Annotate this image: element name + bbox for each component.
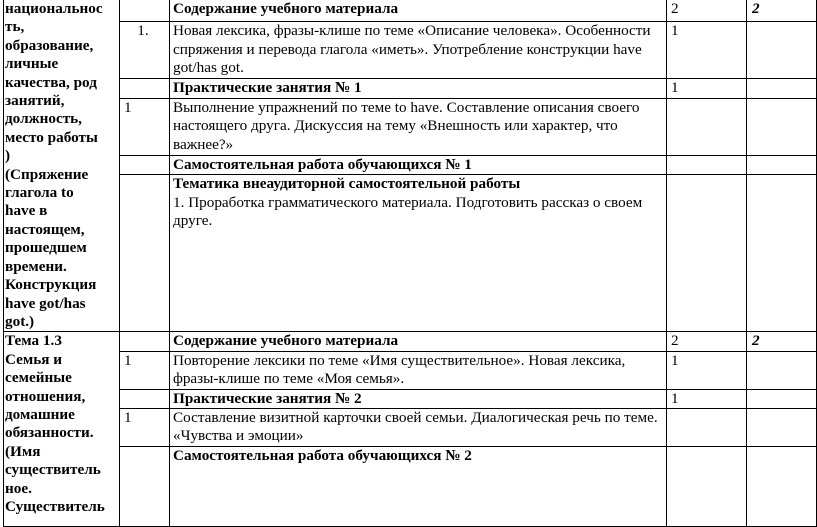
- row-number: 1: [120, 351, 170, 389]
- row-number: [120, 175, 170, 332]
- hours-cell: [667, 408, 747, 446]
- hours-cell: 1: [667, 351, 747, 389]
- hours-cell: 1: [667, 79, 747, 99]
- row-number: 1.: [120, 22, 170, 79]
- row-number: [120, 155, 170, 175]
- topic-cell: национальнос ть, образование, личные качества, род занятий, должность, место работы ) (Спряжение глагола to have в настоящем, прошедшем времени. Конструкция have got/has got.): [4, 0, 120, 332]
- table-row: [4, 155, 817, 175]
- content-cell: Составление визитной карточки своей семьи. Диалогическая речь по теме. «Чувства и эмоции»: [170, 408, 667, 446]
- hours-cell: 2: [667, 0, 747, 22]
- level-cell: [747, 175, 817, 332]
- level-cell: 2: [747, 332, 817, 351]
- section-heading: Практические занятия № 2: [170, 389, 667, 408]
- row-number: [120, 446, 170, 526]
- section-heading: Практические занятия № 1: [170, 79, 667, 99]
- hours-cell: [667, 98, 747, 155]
- level-cell: [747, 22, 817, 79]
- content-cell: Выполнение упражнений по теме to have. Составление описания своего настоящего друга. Дискуссия на тему «Внешность или характер, что важнее?»: [170, 98, 667, 155]
- row-number: 1: [120, 408, 170, 446]
- hours-cell: 2: [667, 332, 747, 351]
- content-cell: Повторение лексики по теме «Имя существительное». Новая лексика, фразы-клише по теме «Моя семья».: [170, 351, 667, 389]
- section-heading: Самостоятельная работа обучающихся № 2: [170, 446, 667, 526]
- hours-cell: 1: [667, 22, 747, 79]
- table-row: [4, 351, 817, 389]
- table-row: [4, 98, 817, 155]
- topic-cell: Тема 1.3 Семья и семейные отношения, домашние обязанности. (Имя существитель ное. Существитель: [4, 332, 120, 526]
- content-cell: Новая лексика, фразы-клише по теме «Описание человека». Особенности спряжения и перевода глагола «иметь». Употребление конструкции have got/has got.: [170, 22, 667, 79]
- section-heading: Содержание учебного материала: [170, 0, 667, 22]
- table-row: [4, 408, 817, 446]
- section-heading: Самостоятельная работа обучающихся № 1: [170, 155, 667, 175]
- table-row: [4, 22, 817, 79]
- hours-cell: [667, 155, 747, 175]
- curriculum-table: [3, 0, 817, 527]
- table-row: [4, 446, 817, 526]
- row-number: [120, 389, 170, 408]
- table-row: [4, 79, 817, 99]
- table-row: [4, 0, 817, 22]
- level-cell: [747, 98, 817, 155]
- table-row: [4, 389, 817, 408]
- row-number: [120, 0, 170, 22]
- hours-cell: 1: [667, 389, 747, 408]
- row-number: 1: [120, 98, 170, 155]
- level-cell: [747, 155, 817, 175]
- level-cell: [747, 389, 817, 408]
- level-cell: 2: [747, 0, 817, 22]
- level-cell: [747, 79, 817, 99]
- level-cell: [747, 446, 817, 526]
- level-cell: [747, 351, 817, 389]
- hours-cell: [667, 446, 747, 526]
- section-heading: Содержание учебного материала: [170, 332, 667, 351]
- table-row: [4, 332, 817, 351]
- level-cell: [747, 408, 817, 446]
- content-text: 1. Проработка грамматического материала. Подготовить рассказ о своем друге.: [173, 193, 643, 230]
- content-cell: [170, 175, 667, 332]
- section-subheading: Тематика внеаудиторной самостоятельной работы: [173, 175, 521, 193]
- row-number: [120, 332, 170, 351]
- row-number: [120, 79, 170, 99]
- hours-cell: [667, 175, 747, 332]
- table-row: [4, 175, 817, 332]
